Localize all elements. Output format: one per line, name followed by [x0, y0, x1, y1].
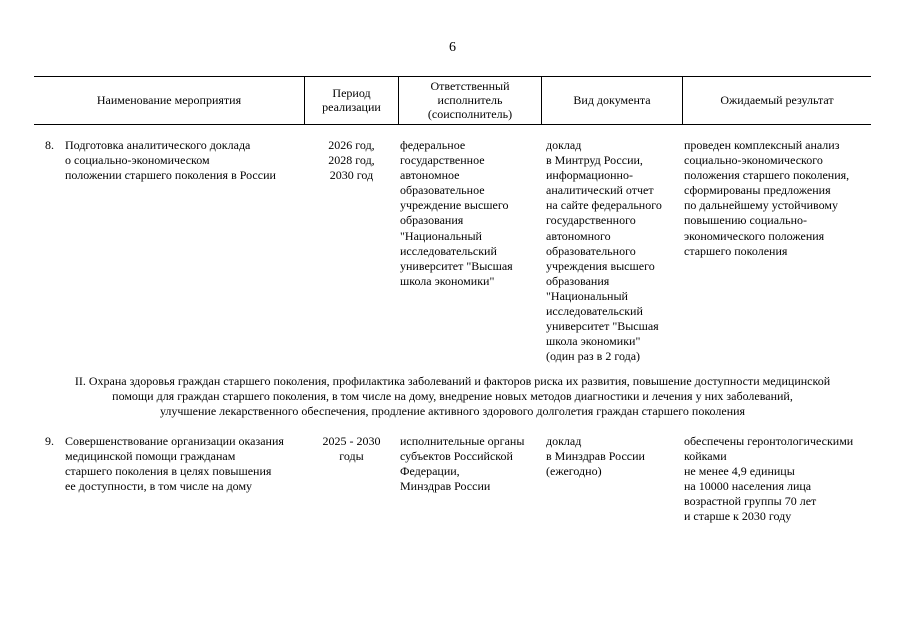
- header-responsible: [399, 77, 541, 123]
- header-responsible-label: Ответственный исполнитель (соисполнитель): [427, 79, 513, 121]
- table-header-bottom-rule: [34, 124, 871, 125]
- row-8-result: проведен комплексный анализ социально-экономического положения старшего поколения, сформированы предложения по дальнейшему устойчивому повышению социально- экономического положения старшего поколения: [684, 138, 850, 258]
- row-9-period: 2025 - 2030 годы: [322, 434, 381, 464]
- header-period: [305, 77, 398, 123]
- header-result-label: Ожидаемый результат: [720, 93, 834, 107]
- row-9-result: обеспечены геронтологическими койками не менее 4,9 единицы на 10000 населения лица возрастной группы 70 лет и старше к 2030 году: [684, 434, 854, 524]
- section-heading: II. Охрана здоровья граждан старшего поколения, профилактика заболеваний и факторов риска их развития, повышение доступности медицинской помощи для граждан старшего поколения, в том числе на дому, внедрение новых методов диагностики и лечения у них заболеваний, улучшение лекарственного обеспечения, продление активного здорового долголетия граждан старшего поколения: [74, 374, 831, 419]
- row-8-period: 2026 год, 2028 год, 2030 год: [328, 138, 375, 183]
- header-result: [683, 77, 871, 123]
- header-doc-type: [542, 77, 682, 123]
- header-doc-type-label: Вид документа: [573, 93, 651, 107]
- row-8-doc-type: доклад в Минтруд России, информационно- аналитический отчет на сайте федерального государственного автономного образовательного учреждения высшего образования "Национальный исследовательский университет "Высшая школа экономики" (один раз в 2 года): [546, 138, 662, 364]
- row-9-responsible: исполнительные органы субъектов Российской Федерации, Минздрав России: [400, 434, 525, 494]
- header-period-label: Период реализации: [322, 86, 381, 114]
- header-name: [34, 77, 304, 123]
- row-8-number: 8.: [45, 138, 54, 152]
- row-9-number: 9.: [45, 434, 54, 448]
- row-8-responsible: федеральное государственное автономное образовательное учреждение высшего образования "Национальный исследовательский университет "Высшая школа экономики": [400, 138, 513, 288]
- page-number: 6: [449, 40, 456, 55]
- header-name-label: Наименование мероприятия: [96, 93, 242, 107]
- row-8-name: Подготовка аналитического доклада о социально-экономическом положении старшего поколения в России: [65, 138, 276, 183]
- row-9-name: Совершенствование организации оказания медицинской помощи гражданам старшего поколения в целях повышения ее доступности, в том числе на дому: [65, 434, 284, 494]
- row-9-doc-type: доклад в Минздрав России (ежегодно): [546, 434, 645, 479]
